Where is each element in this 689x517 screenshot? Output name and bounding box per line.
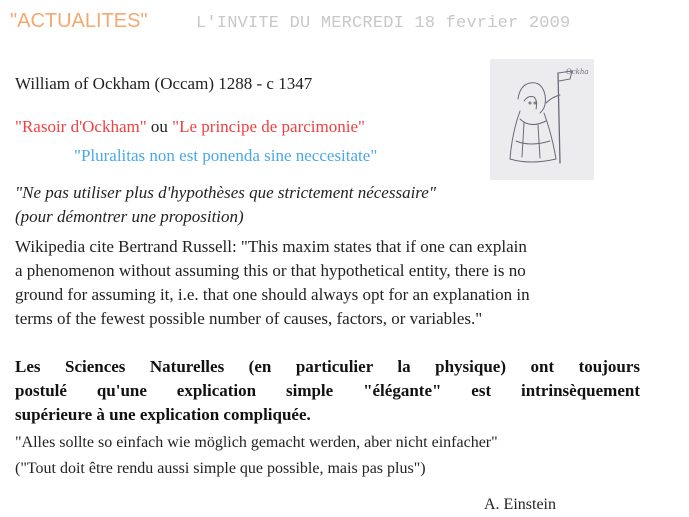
parsimony-name: "Le principe de parcimonie" [172,117,365,136]
russell-line: a phenomenon without assuming this or that hypothetical entity, there is no [15,261,526,280]
razor-line [15,117,365,137]
russell-paragraph [15,235,640,331]
einstein-german-quote: "Alles sollte so einfach wie möglich gemacht werden, aber nicht einfacher" [15,434,498,451]
sciences-line: postulé qu'une explication simple "élégante" est intrinsèquement [15,381,640,400]
latin-maxim: "Pluralitas non est ponenda sine neccesitate" [74,146,378,165]
sciences-line: Les Sciences Naturelles (en particulier la physique) ont toujours [15,357,640,376]
sciences-line: supérieure à une explication compliquée. [15,405,311,424]
monk-sketch-icon [490,59,594,180]
quote-line-2: (pour démontrer une proposition) [15,207,244,226]
header-tag: "ACTUALITES" [10,10,148,32]
sciences-paragraph [15,355,640,427]
razor-connector: ou [146,117,173,136]
quote-line-1: "Ne pas utiliser plus d'hypothèses que strictement nécessaire" [15,183,436,202]
sketch-caption: Ockha [566,68,589,76]
einstein-signature: A. Einstein [484,496,556,513]
russell-line: terms of the fewest possible number of causes, factors, or variables." [15,309,483,328]
ockham-sketch-image [490,59,594,180]
page-title: William of Ockham (Occam) 1288 - c 1347 [15,74,313,93]
razor-name: "Rasoir d'Ockham" [15,117,147,136]
einstein-french-quote: ("Tout doit être rendu aussi simple que possible, mais pas plus") [15,460,426,477]
header-subtitle: L'INVITE DU MERCREDI 18 fevrier 2009 [196,14,571,33]
russell-line: ground for assuming it, i.e. that one should always opt for an explanation in [15,285,530,304]
russell-line: Wikipedia cite Bertrand Russell: "This maxim states that if one can explain [15,237,527,256]
